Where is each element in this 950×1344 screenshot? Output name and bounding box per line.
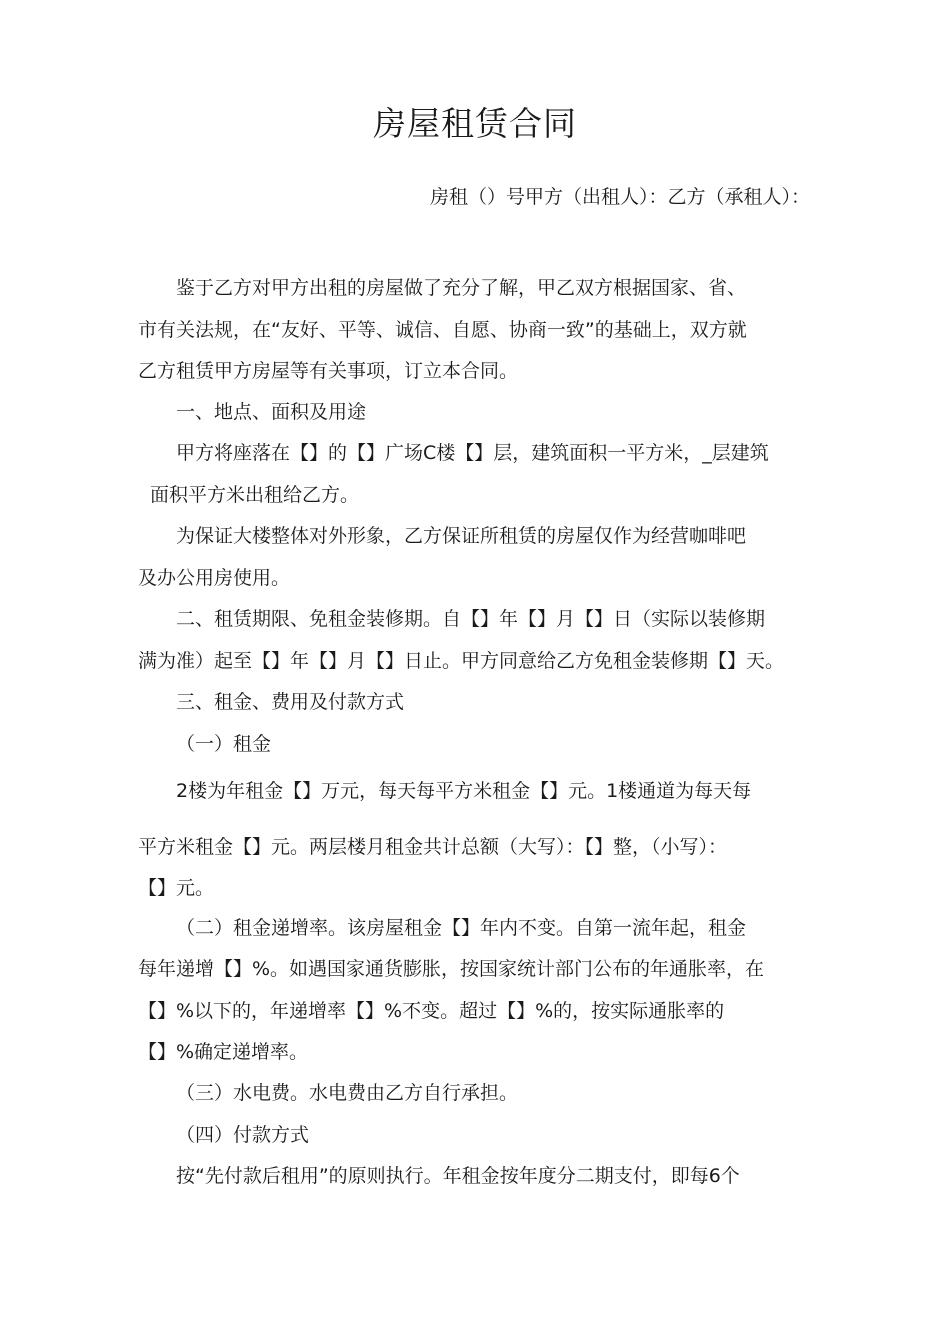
paragraph-line: 鉴于乙方对甲方出租的房屋做了充分了解，甲乙双方根据国家、省、 [176,277,747,299]
paragraph-line: 甲方将座落在【】的【】广场C楼【】层，建筑面积一平方米，_层建筑 [176,442,769,464]
paragraph-line: 二、租赁期限、免租金装修期。自【】年【】月【】日（实际以装修期 [176,608,766,630]
paragraph-line: 按“先付款后租用”的原则执行。年租金按年度分二期支付，即每6个 [176,1165,740,1187]
document-header: 房租（）号甲方（出租人）：乙方（承租人）： [429,186,810,208]
subsection-heading: （三）水电费。水电费由乙方自行承担。 [176,1082,519,1104]
paragraph-line: 【】%确定递增率。 [138,1041,309,1063]
paragraph-line: 【】%以下的，年递增率【】%不变。超过【】%的，按实际通胀率的 [138,1000,725,1022]
paragraph-line: 乙方租赁甲方房屋等有关事项，订立本合同。 [138,360,519,382]
paragraph-line: 市有关法规，在“友好、平等、诚信、自愿、协商一致”的基础上，双方就 [138,319,747,341]
document-title: 房屋租赁合同 [373,104,577,143]
section-heading: 一、地点、面积及用途 [176,401,367,423]
paragraph-line: 平方米租金【】元。两层楼月租金共计总额（大写）：【】整，（小写）： [138,836,728,858]
paragraph-line: 及办公用房使用。 [138,567,291,589]
paragraph-line: 面积平方米出租给乙方。 [150,484,360,506]
paragraph-line: 为保证大楼整体对外形象，乙方保证所租赁的房屋仅作为经营咖啡吧 [176,525,747,547]
section-heading: 三、租金、费用及付款方式 [176,691,405,713]
paragraph-line: 2楼为年租金【】万元，每天每平方米租金【】元。1楼通道为每天每 [176,780,752,802]
subsection-heading: （四）付款方式 [176,1124,310,1146]
paragraph-line: 【】元。 [138,877,215,899]
paragraph-line: 每年递增【】%。如遇国家通货膨胀，按国家统计部门公布的年通胀率，在 [138,958,765,980]
paragraph-line: 满为准）起至【】年【】月【】日止。甲方同意给乙方免租金装修期【】天。 [138,650,785,672]
subsection-heading: （一）租金 [176,733,272,755]
paragraph-line: （二）租金递增率。该房屋租金【】年内不变。自第一流年起，租金 [176,917,747,939]
